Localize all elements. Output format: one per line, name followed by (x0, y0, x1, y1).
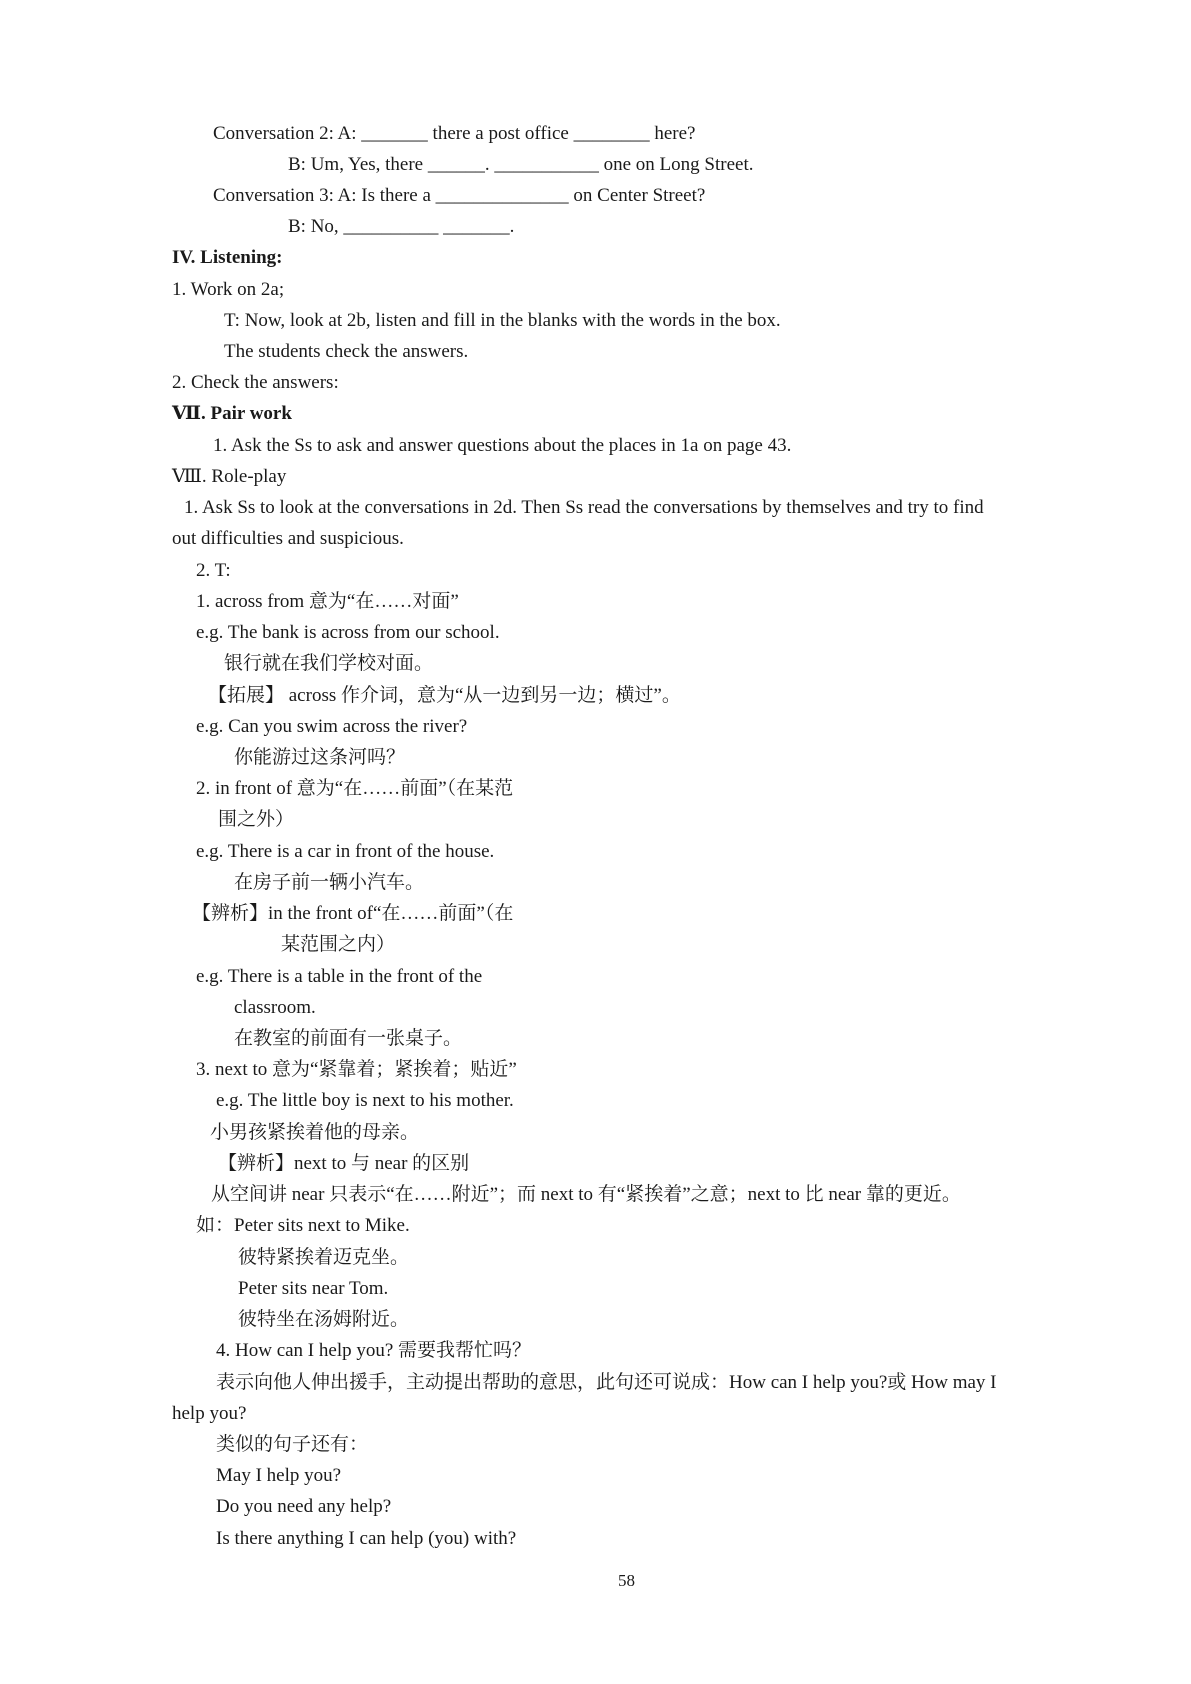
paragraph-line: 类似的句子还有： (216, 1434, 369, 1455)
translation-line: 银行就在我们学校对面。 (224, 653, 434, 674)
paragraph-line: 1. Ask Ss to look at the conversations in 2d. Then Ss read the conversations by themselves and try to find (184, 497, 984, 518)
example-line: Is there anything I can help (you) with? (216, 1528, 517, 1549)
note-line: 某范围之内） (281, 934, 396, 955)
list-item: T: Now, look at 2b, listen and fill in the blanks with the words in the box. (224, 310, 781, 331)
list-item: 围之外） (218, 809, 295, 830)
list-item: 1. across from 意为“在……对面” (196, 591, 459, 612)
note-line: 【拓展】 across 作介词，意为“从一边到另一边；横过”。 (208, 685, 681, 706)
note-line: 【辨析】next to 与 near 的区别 (218, 1153, 470, 1174)
example-line: e.g. The little boy is next to his mother. (216, 1090, 514, 1111)
list-item: 1. Ask the Ss to ask and answer questions about the places in 1a on page 43. (213, 435, 792, 456)
section-heading-pair-work: Ⅶ. Pair work (172, 403, 292, 424)
example-line: e.g. The bank is across from our school. (196, 622, 500, 643)
page-number: 58 (618, 1571, 635, 1590)
list-item: 3. next to 意为“紧靠着；紧挨着；贴近” (196, 1059, 517, 1080)
translation-line: 彼特坐在汤姆附近。 (238, 1309, 410, 1330)
list-item: 4. How can I help you? 需要我帮忙吗？ (216, 1340, 532, 1361)
example-line: e.g. Can you swim across the river? (196, 716, 468, 737)
paragraph-line: help you? (172, 1403, 247, 1424)
conversation-3-answer: B: No, __________ _______. (288, 216, 515, 237)
conversation-2-question: Conversation 2: A: _______ there a post office ________ here? (213, 123, 696, 144)
list-item: 2. T: (196, 560, 231, 581)
example-line: e.g. There is a car in front of the house. (196, 841, 495, 862)
translation-line: 彼特紧挨着迈克坐。 (238, 1247, 410, 1268)
translation-line: 在房子前一辆小汽车。 (234, 872, 425, 893)
conversation-3-question: Conversation 3: A: Is there a ______________ on Center Street? (213, 185, 706, 206)
example-line: e.g. There is a table in the front of the (196, 966, 483, 987)
example-line: 如：Peter sits next to Mike. (196, 1215, 410, 1236)
translation-line: 在教室的前面有一张桌子。 (234, 1028, 463, 1049)
section-heading-role-play: Ⅷ. Role-play (172, 466, 287, 487)
example-line: May I help you? (216, 1465, 342, 1486)
example-line: Peter sits near Tom. (238, 1278, 389, 1299)
conversation-2-answer: B: Um, Yes, there ______. ___________ one on Long Street. (288, 154, 754, 175)
example-line: Do you need any help? (216, 1496, 392, 1517)
list-item: 2. Check the answers: (172, 372, 339, 393)
list-item: The students check the answers. (224, 341, 469, 362)
list-item: 1. Work on 2a; (172, 279, 285, 300)
paragraph-line: 表示向他人伸出援手，主动提出帮助的意思，此句还可说成：How can I help you?或 How may I (216, 1372, 997, 1393)
list-item: 2. in front of 意为“在……前面”（在某范 (196, 778, 514, 799)
note-line: 【辨析】in the front of“在……前面”（在 (192, 903, 514, 924)
translation-line: 小男孩紧挨着他的母亲。 (210, 1122, 420, 1143)
paragraph-line: out difficulties and suspicious. (172, 528, 404, 549)
example-line: classroom. (234, 997, 316, 1018)
paragraph-line: 从空间讲 near 只表示“在……附近”；而 next to 有“紧挨着”之意；next to 比 near 靠的更近。 (211, 1184, 961, 1205)
translation-line: 你能游过这条河吗？ (234, 747, 406, 768)
section-heading-listening: IV. Listening: (172, 247, 283, 268)
